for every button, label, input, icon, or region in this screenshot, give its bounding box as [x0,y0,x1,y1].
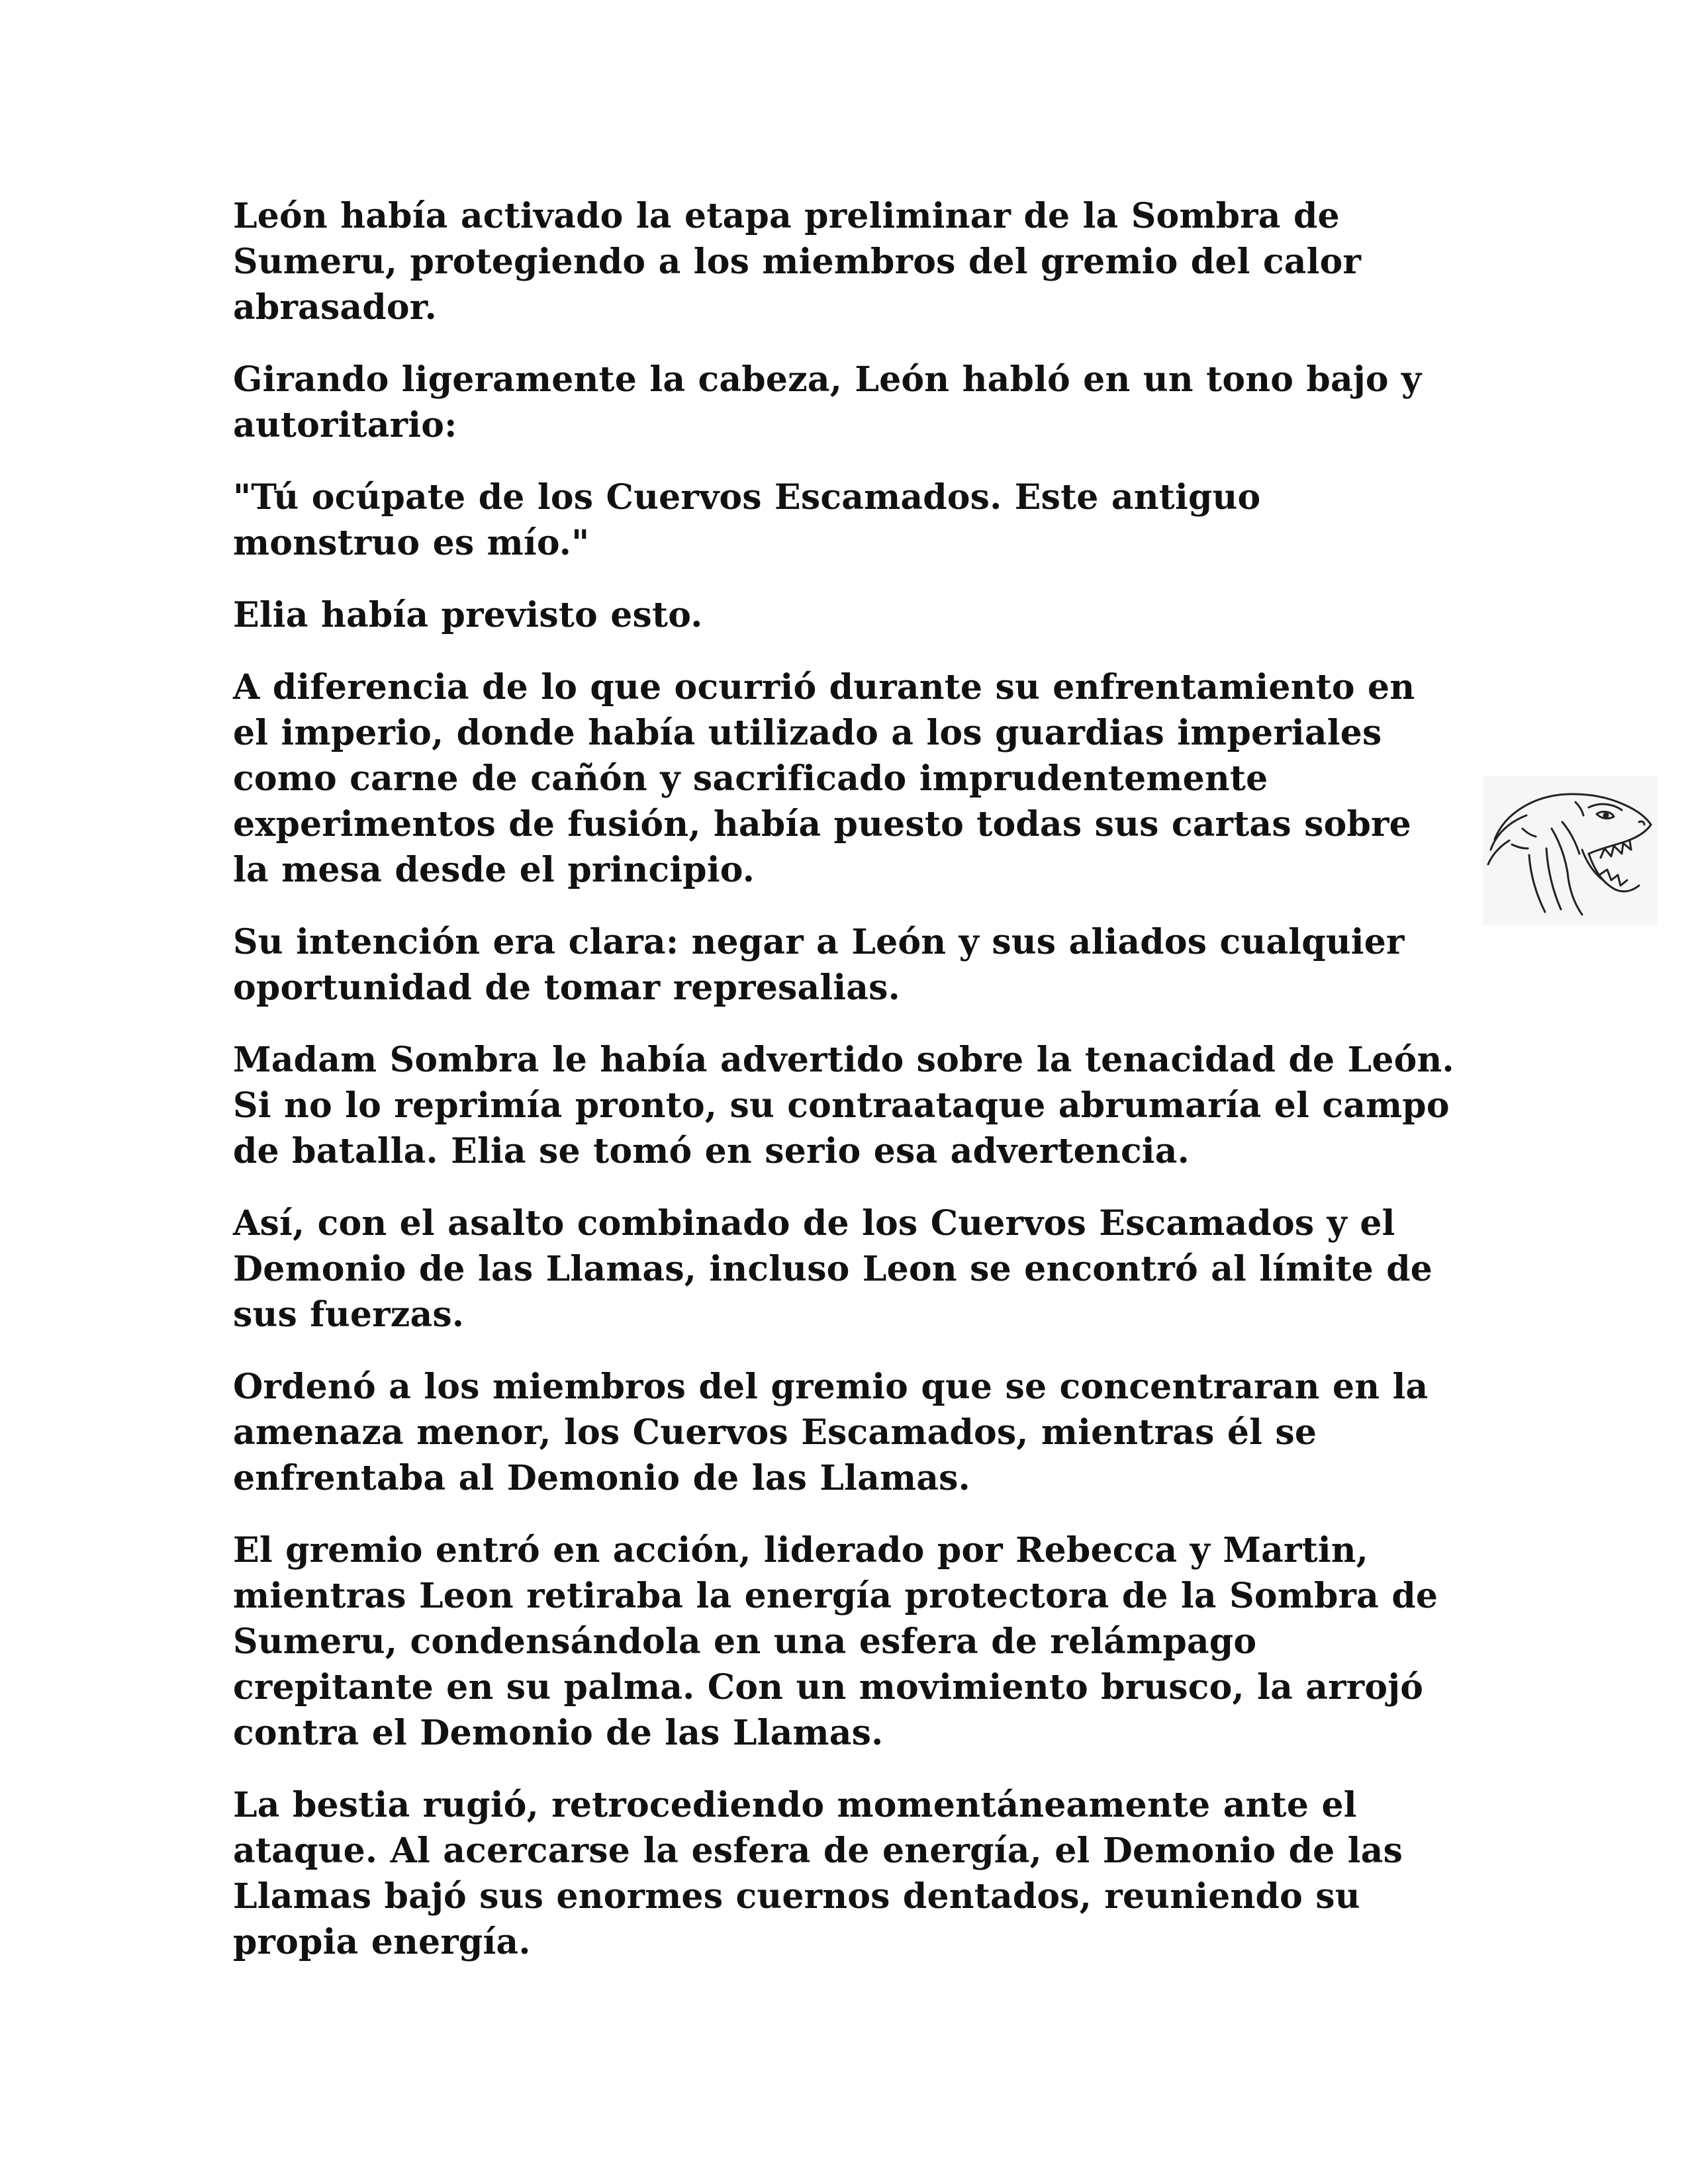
dinosaur-head-icon [1483,776,1658,925]
paragraph-6: Su intención era clara: negar a León y sus aliados cualquier oportunidad de tomar represalias. [233,922,1405,1008]
paragraph-3: "Tú ocúpate de los Cuervos Escamados. Este antiguo monstruo es mío." [233,477,1261,563]
paragraph-10: El gremio entró en acción, liderado por Rebecca y Martin, mientras Leon retiraba la energía protectora de la Sombra de Sumeru, condensándola en una esfera de relámpago crepitante en su palma. Con un movimiento brusco, la arrojó contra el Demonio de las Llamas. [233,1530,1438,1753]
paragraph-11: La bestia rugió, retrocediendo momentáneamente ante el ataque. Al acercarse la esfera de energía, el Demonio de las Llamas bajó sus enormes cuernos dentados, reuniendo su propia energía. [233,1785,1403,1962]
text-column [233,193,1458,1991]
paragraph-4: Elia había previsto esto. [233,595,703,635]
paragraph-1: León había activado la etapa preliminar de la Sombra de Sumeru, protegiendo a los miembros del gremio del calor abrasador. [233,196,1362,328]
paragraph-2: Girando ligeramente la cabeza, León habló en un tono bajo y autoritario: [233,359,1422,445]
paragraph-7: Madam Sombra le había advertido sobre la tenacidad de León. Si no lo reprimía pronto, su contraataque abrumaría el campo de batalla. Elia se tomó en serio esa advertencia. [233,1040,1454,1171]
paragraph-5: A diferencia de lo que ocurrió durante su enfrentamiento en el imperio, donde había utilizado a los guardias imperiales como carne de cañón y sacrificado imprudentemente experimentos de fusión, había puesto todas sus cartas sobre la mesa desde el principio. [233,667,1415,890]
paragraph-8: Así, con el asalto combinado de los Cuervos Escamados y el Demonio de las Llamas, incluso Leon se encontró al límite de sus fuerzas. [233,1203,1433,1335]
paragraph-9: Ordenó a los miembros del gremio que se concentraran en la amenaza menor, los Cuervos Escamados, mientras él se enfrentaba al Demonio de las Llamas. [233,1367,1429,1498]
